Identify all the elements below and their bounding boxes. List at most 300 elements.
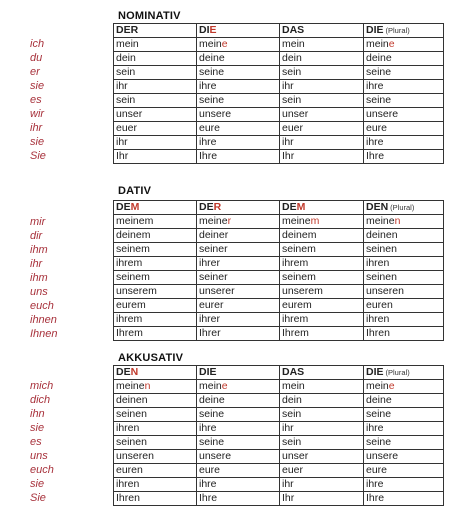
cell-stem: unsere bbox=[366, 450, 399, 462]
table-cell bbox=[114, 394, 197, 408]
column-header bbox=[197, 24, 280, 38]
column-header bbox=[280, 201, 364, 215]
table-cell bbox=[114, 436, 197, 450]
table-cell bbox=[280, 108, 364, 122]
table-cell bbox=[197, 492, 280, 506]
table-cell bbox=[114, 94, 197, 108]
table-cell bbox=[197, 136, 280, 150]
table-cell bbox=[280, 327, 364, 341]
plural-note: (Plural) bbox=[385, 368, 410, 377]
table-cell bbox=[280, 52, 364, 66]
cell-stem: euer bbox=[282, 122, 304, 134]
pronoun-label: sie bbox=[30, 422, 45, 434]
cell-ending: e bbox=[388, 380, 395, 392]
cell-stem: dein bbox=[282, 394, 302, 406]
cell-stem: seine bbox=[366, 94, 392, 106]
table-cell bbox=[197, 229, 280, 243]
table-cell bbox=[280, 257, 364, 271]
table-cell bbox=[364, 108, 444, 122]
cell-ending: e bbox=[388, 38, 395, 50]
column-header bbox=[197, 366, 280, 380]
pronoun-label: sie bbox=[30, 478, 45, 490]
table-cell bbox=[280, 436, 364, 450]
table-cell bbox=[364, 436, 444, 450]
table-cell bbox=[197, 243, 280, 257]
header-article: DAS bbox=[282, 366, 305, 378]
table-cell bbox=[364, 80, 444, 94]
cell-stem: eure bbox=[366, 464, 388, 476]
cell-stem: Ihr bbox=[282, 150, 295, 162]
cell-stem: meine bbox=[366, 215, 395, 227]
table-cell bbox=[197, 80, 280, 94]
pronoun-label: er bbox=[30, 66, 40, 78]
table-cell bbox=[280, 299, 364, 313]
cell-stem: mein bbox=[366, 380, 389, 392]
table-cell bbox=[280, 380, 364, 394]
table-cell bbox=[280, 464, 364, 478]
pronoun-label: es bbox=[30, 436, 42, 448]
cell-stem: unser bbox=[116, 108, 143, 120]
pronoun-label: euch bbox=[30, 300, 54, 312]
table-cell bbox=[114, 327, 197, 341]
cell-stem: unser bbox=[282, 450, 309, 462]
cell-stem: deine bbox=[199, 394, 225, 406]
plural-note: (Plural) bbox=[390, 203, 415, 212]
pronoun-label: Sie bbox=[30, 492, 46, 504]
cell-stem: Ihre bbox=[366, 150, 385, 162]
cell-stem: ihr bbox=[116, 80, 128, 92]
cell-stem: seinem bbox=[282, 243, 316, 255]
table-cell bbox=[280, 80, 364, 94]
header-article: DE bbox=[116, 366, 131, 378]
cell-stem: ihrem bbox=[282, 257, 309, 269]
table-cell bbox=[364, 150, 444, 164]
table-row bbox=[114, 450, 444, 464]
cell-stem: seine bbox=[366, 408, 392, 420]
table-cell bbox=[280, 313, 364, 327]
pronoun-label: Ihnen bbox=[30, 328, 58, 340]
table-cell bbox=[364, 243, 444, 257]
table-cell bbox=[280, 38, 364, 52]
table-cell bbox=[114, 422, 197, 436]
cell-stem: ihrer bbox=[199, 313, 221, 325]
table-cell bbox=[114, 122, 197, 136]
header-article: DE bbox=[116, 201, 131, 213]
cell-stem: eurer bbox=[199, 299, 224, 311]
cell-stem: mein bbox=[366, 38, 389, 50]
table-row bbox=[114, 150, 444, 164]
table-cell bbox=[197, 299, 280, 313]
table-cell bbox=[114, 150, 197, 164]
cell-stem: unseren bbox=[366, 285, 404, 297]
table-cell bbox=[364, 299, 444, 313]
table-row bbox=[114, 80, 444, 94]
table-cell bbox=[280, 150, 364, 164]
cell-stem: ihren bbox=[366, 313, 390, 325]
header-article: DIE bbox=[366, 24, 384, 36]
section-title: NOMINATIV bbox=[118, 10, 181, 22]
cell-stem: ihre bbox=[199, 478, 217, 490]
table-cell bbox=[114, 285, 197, 299]
table-cell bbox=[114, 108, 197, 122]
table-cell bbox=[364, 408, 444, 422]
table-cell bbox=[364, 422, 444, 436]
table-cell bbox=[280, 422, 364, 436]
column-header bbox=[364, 24, 444, 38]
table-row bbox=[114, 243, 444, 257]
cell-stem: unsere bbox=[199, 108, 232, 120]
cell-stem: Ihrem bbox=[282, 327, 309, 339]
cell-stem: mein bbox=[282, 38, 305, 50]
table-cell bbox=[280, 243, 364, 257]
table-cell bbox=[280, 66, 364, 80]
table-cell bbox=[280, 450, 364, 464]
table-row bbox=[114, 394, 444, 408]
table-row bbox=[114, 408, 444, 422]
column-header bbox=[197, 201, 280, 215]
header-ending: N bbox=[130, 366, 139, 378]
cell-stem: seiner bbox=[199, 271, 228, 283]
declension-table bbox=[113, 200, 444, 341]
cell-stem: seinen bbox=[366, 271, 397, 283]
table-cell bbox=[114, 229, 197, 243]
table-header-row bbox=[114, 366, 444, 380]
table-cell bbox=[114, 478, 197, 492]
cell-stem: ihren bbox=[366, 257, 390, 269]
cell-stem: Ihre bbox=[199, 492, 218, 504]
cell-stem: dein bbox=[282, 52, 302, 64]
table-cell bbox=[197, 122, 280, 136]
header-ending: E bbox=[209, 24, 217, 36]
table-cell bbox=[364, 327, 444, 341]
table-cell bbox=[114, 215, 197, 229]
table-cell bbox=[197, 422, 280, 436]
table-row bbox=[114, 38, 444, 52]
cell-stem: seine bbox=[199, 436, 225, 448]
cell-stem: Ihr bbox=[116, 150, 129, 162]
cell-stem: unserem bbox=[116, 285, 157, 297]
table-cell bbox=[197, 450, 280, 464]
table-cell bbox=[197, 150, 280, 164]
table-cell bbox=[197, 313, 280, 327]
table-cell bbox=[197, 38, 280, 52]
cell-stem: ihr bbox=[282, 136, 294, 148]
cell-stem: mein bbox=[282, 380, 305, 392]
table-cell bbox=[364, 94, 444, 108]
section-title: AKKUSATIV bbox=[118, 352, 184, 364]
cell-stem: meine bbox=[199, 215, 228, 227]
cell-stem: ihre bbox=[366, 80, 384, 92]
cell-stem: ihr bbox=[116, 136, 128, 148]
cell-stem: eurem bbox=[116, 299, 146, 311]
cell-ending: r bbox=[227, 215, 232, 227]
cell-stem: sein bbox=[282, 408, 302, 420]
cell-stem: eure bbox=[366, 122, 388, 134]
pronoun-label: dich bbox=[30, 394, 51, 406]
header-ending: M bbox=[296, 201, 306, 213]
table-header-row bbox=[114, 201, 444, 215]
cell-stem: mein bbox=[116, 38, 139, 50]
table-row bbox=[114, 492, 444, 506]
table-cell bbox=[197, 257, 280, 271]
table-cell bbox=[114, 299, 197, 313]
table-cell bbox=[364, 122, 444, 136]
cell-stem: seinem bbox=[282, 271, 316, 283]
cell-stem: ihrem bbox=[282, 313, 309, 325]
table-cell bbox=[364, 492, 444, 506]
cell-stem: Ihren bbox=[366, 327, 390, 339]
table-cell bbox=[364, 38, 444, 52]
table-row bbox=[114, 299, 444, 313]
table-row bbox=[114, 215, 444, 229]
table-cell bbox=[364, 66, 444, 80]
table-cell bbox=[197, 327, 280, 341]
cell-stem: euren bbox=[116, 464, 143, 476]
cell-stem: deine bbox=[366, 394, 392, 406]
cell-stem: eure bbox=[199, 122, 221, 134]
table-row bbox=[114, 229, 444, 243]
pronoun-label: sie bbox=[30, 80, 45, 92]
cell-stem: euer bbox=[282, 464, 304, 476]
cell-stem: deinem bbox=[282, 229, 317, 241]
table-cell bbox=[280, 285, 364, 299]
pronoun-label: wir bbox=[30, 108, 45, 120]
pronoun-label: Sie bbox=[30, 150, 46, 162]
column-header bbox=[114, 201, 197, 215]
cell-stem: unser bbox=[282, 108, 309, 120]
pronoun-label: uns bbox=[30, 286, 48, 298]
cell-stem: Ihr bbox=[282, 492, 295, 504]
table-row bbox=[114, 122, 444, 136]
pronoun-label: ihn bbox=[30, 408, 45, 420]
column-header bbox=[364, 366, 444, 380]
cell-stem: ihr bbox=[282, 478, 294, 490]
header-article: DE bbox=[199, 201, 214, 213]
table-cell bbox=[364, 215, 444, 229]
cell-stem: seine bbox=[199, 94, 225, 106]
header-article: DE bbox=[282, 201, 297, 213]
table-cell bbox=[280, 122, 364, 136]
cell-ending: e bbox=[221, 380, 228, 392]
cell-stem: seinem bbox=[116, 243, 150, 255]
header-ending: M bbox=[130, 201, 140, 213]
table-cell bbox=[114, 271, 197, 285]
table-header-row bbox=[114, 24, 444, 38]
cell-stem: meinem bbox=[116, 215, 154, 227]
cell-stem: seinen bbox=[366, 243, 397, 255]
table-cell bbox=[364, 285, 444, 299]
table-cell bbox=[364, 380, 444, 394]
cell-stem: seinen bbox=[116, 408, 147, 420]
table-cell bbox=[280, 478, 364, 492]
table-cell bbox=[280, 271, 364, 285]
cell-stem: unseren bbox=[116, 450, 154, 462]
table-row bbox=[114, 436, 444, 450]
table-cell bbox=[280, 394, 364, 408]
cell-stem: sein bbox=[116, 94, 136, 106]
cell-stem: seine bbox=[366, 436, 392, 448]
cell-stem: seine bbox=[199, 66, 225, 78]
table-cell bbox=[197, 408, 280, 422]
table-cell bbox=[114, 408, 197, 422]
pronoun-label: du bbox=[30, 52, 43, 64]
cell-stem: ihren bbox=[116, 478, 140, 490]
cell-stem: Ihrem bbox=[116, 327, 143, 339]
cell-stem: deinen bbox=[116, 394, 148, 406]
pronoun-label: euch bbox=[30, 464, 54, 476]
table-cell bbox=[197, 52, 280, 66]
header-article: DEN bbox=[366, 201, 389, 213]
table-cell bbox=[114, 464, 197, 478]
table-row bbox=[114, 52, 444, 66]
pronoun-label: ihm bbox=[30, 272, 48, 284]
table-cell bbox=[114, 492, 197, 506]
cell-stem: meine bbox=[116, 380, 145, 392]
pronoun-label: ihnen bbox=[30, 314, 57, 326]
table-cell bbox=[197, 380, 280, 394]
cell-stem: mein bbox=[199, 380, 222, 392]
table-cell bbox=[197, 436, 280, 450]
pronoun-label: uns bbox=[30, 450, 48, 462]
header-article: DER bbox=[116, 24, 139, 36]
pronoun-label: ihr bbox=[30, 258, 43, 270]
table-row bbox=[114, 422, 444, 436]
cell-stem: ihren bbox=[116, 422, 140, 434]
cell-stem: seiner bbox=[199, 243, 228, 255]
cell-stem: unsere bbox=[366, 108, 399, 120]
table-cell bbox=[197, 464, 280, 478]
pronoun-label: sie bbox=[30, 136, 45, 148]
table-cell bbox=[114, 80, 197, 94]
header-article: DI bbox=[199, 24, 210, 36]
header-ending: R bbox=[213, 201, 222, 213]
cell-stem: sein bbox=[282, 94, 302, 106]
cell-stem: euren bbox=[366, 299, 393, 311]
cell-stem: deine bbox=[366, 52, 392, 64]
table-cell bbox=[114, 380, 197, 394]
table-cell bbox=[364, 450, 444, 464]
table-cell bbox=[114, 38, 197, 52]
cell-stem: deiner bbox=[199, 229, 229, 241]
cell-ending: n bbox=[144, 380, 151, 392]
cell-stem: unserer bbox=[199, 285, 235, 297]
pronoun-label: es bbox=[30, 94, 42, 106]
cell-ending: m bbox=[310, 215, 320, 227]
table-cell bbox=[364, 478, 444, 492]
table-cell bbox=[114, 66, 197, 80]
cell-stem: seine bbox=[366, 66, 392, 78]
table-cell bbox=[364, 52, 444, 66]
table-cell bbox=[364, 271, 444, 285]
cell-stem: seinen bbox=[116, 436, 147, 448]
cell-stem: ihr bbox=[282, 422, 294, 434]
table-row bbox=[114, 380, 444, 394]
cell-stem: ihre bbox=[366, 478, 384, 490]
table-cell bbox=[114, 313, 197, 327]
table-cell bbox=[114, 243, 197, 257]
pronoun-label: ihm bbox=[30, 244, 48, 256]
cell-stem: ihrem bbox=[116, 257, 143, 269]
cell-stem: euer bbox=[116, 122, 138, 134]
header-article: DIE bbox=[199, 366, 217, 378]
table-cell bbox=[114, 136, 197, 150]
table-cell bbox=[364, 229, 444, 243]
table-row bbox=[114, 94, 444, 108]
cell-stem: ihre bbox=[366, 136, 384, 148]
table-cell bbox=[114, 52, 197, 66]
cell-stem: ihre bbox=[199, 136, 217, 148]
cell-stem: ihre bbox=[366, 422, 384, 434]
table-cell bbox=[364, 136, 444, 150]
table-cell bbox=[280, 94, 364, 108]
table-cell bbox=[280, 229, 364, 243]
table-cell bbox=[114, 257, 197, 271]
cell-stem: deinem bbox=[116, 229, 151, 241]
table-row bbox=[114, 327, 444, 341]
cell-stem: meine bbox=[282, 215, 311, 227]
cell-stem: ihre bbox=[199, 80, 217, 92]
table-row bbox=[114, 478, 444, 492]
cell-stem: unsere bbox=[199, 450, 232, 462]
table-row bbox=[114, 136, 444, 150]
table-cell bbox=[114, 450, 197, 464]
pronoun-label: dir bbox=[30, 230, 43, 242]
pronoun-label: mir bbox=[30, 216, 46, 228]
cell-ending: n bbox=[394, 215, 401, 227]
column-header bbox=[364, 201, 444, 215]
table-row bbox=[114, 108, 444, 122]
table-row bbox=[114, 66, 444, 80]
cell-stem: sein bbox=[116, 66, 136, 78]
table-cell bbox=[197, 94, 280, 108]
table-row bbox=[114, 464, 444, 478]
cell-stem: Ihrer bbox=[199, 327, 221, 339]
table-cell bbox=[280, 408, 364, 422]
table-cell bbox=[197, 394, 280, 408]
column-header bbox=[280, 366, 364, 380]
column-header bbox=[114, 366, 197, 380]
cell-stem: eure bbox=[199, 464, 221, 476]
declension-table bbox=[113, 23, 444, 164]
header-article: DAS bbox=[282, 24, 305, 36]
table-cell bbox=[364, 257, 444, 271]
cell-stem: deine bbox=[199, 52, 225, 64]
table-cell bbox=[197, 271, 280, 285]
cell-stem: seine bbox=[199, 408, 225, 420]
cell-ending: e bbox=[221, 38, 228, 50]
table-cell bbox=[364, 464, 444, 478]
cell-stem: Ihre bbox=[199, 150, 218, 162]
table-cell bbox=[280, 215, 364, 229]
table-row bbox=[114, 313, 444, 327]
cell-stem: ihre bbox=[199, 422, 217, 434]
pronoun-label: ich bbox=[30, 38, 45, 50]
cell-stem: unserem bbox=[282, 285, 323, 297]
cell-stem: deinen bbox=[366, 229, 398, 241]
table-cell bbox=[197, 478, 280, 492]
table-row bbox=[114, 257, 444, 271]
pronoun-label: mich bbox=[30, 380, 54, 392]
header-article: DIE bbox=[366, 366, 384, 378]
column-header bbox=[114, 24, 197, 38]
cell-stem: sein bbox=[282, 66, 302, 78]
table-cell bbox=[280, 136, 364, 150]
column-header bbox=[280, 24, 364, 38]
table-cell bbox=[197, 66, 280, 80]
cell-stem: sein bbox=[282, 436, 302, 448]
cell-stem: Ihren bbox=[116, 492, 140, 504]
table-cell bbox=[197, 285, 280, 299]
